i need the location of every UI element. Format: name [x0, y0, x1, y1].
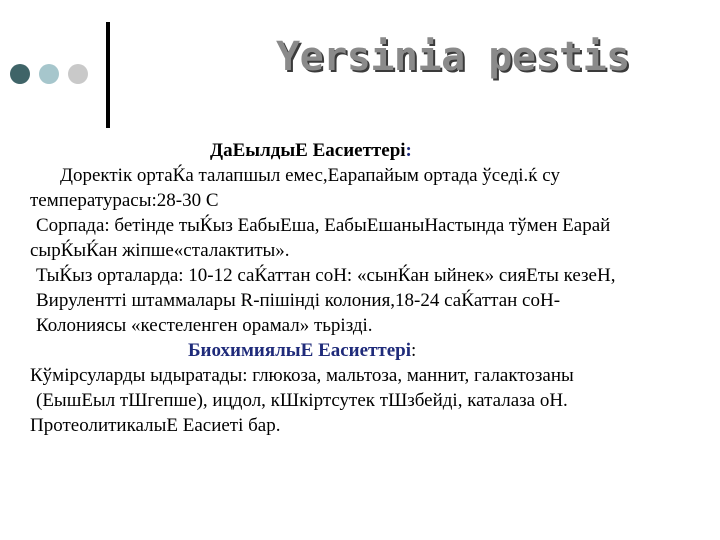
paragraph-line: температурасы:28-30 С — [30, 190, 219, 211]
vertical-divider — [106, 22, 110, 128]
biochem-heading-text: БиохимиялыЕ Еасиеттері — [188, 340, 411, 361]
slide-body — [30, 138, 710, 438]
biochem-heading — [30, 338, 710, 363]
biochem-heading-colon: : — [411, 340, 417, 361]
decorative-dots — [10, 64, 94, 86]
dot-dark — [10, 64, 30, 84]
paragraph-line: Колониясы «кестеленген орамал» тьрізді. — [36, 315, 373, 336]
paragraph-line: Сорпада: бетінде тыЌыз ЕабыЕша, ЕабыЕшаныНастында тўмен Еарай — [36, 215, 611, 236]
morphology-heading-colon: : — [405, 140, 412, 161]
paragraph-line: Вирулентті штаммалары R-пішінді колония,18-24 саЌаттан соН- — [36, 290, 561, 311]
biochem-line: (ЕышЕыл тШгепше), ицдол, кШкіртсутек тШзбейді, каталаза оН. — [36, 390, 568, 411]
dot-grey — [68, 64, 88, 84]
paragraph-line: Доректік ортаЌа талапшыл емес,Еарапайым ортада ўседі.ќ су — [60, 165, 560, 186]
paragraph-line: ТыЌыз орталарда: 10-12 саЌаттан соН: «сынЌан ыйнек» сияЕты кезеН, — [36, 265, 616, 286]
morphology-heading — [30, 138, 710, 163]
morphology-heading-text: ДаЕылдыЕ Еасиеттері — [210, 140, 406, 161]
dot-light — [39, 64, 59, 84]
paragraph-line: сырЌыЌан жіпше«сталактиты». — [30, 240, 290, 261]
biochem-line: ПротеолитикалыЕ Еасиеті бар. — [30, 415, 281, 436]
biochem-line: Кўмірсуларды ыдыратады: глюкоза, мальтоза, маннит, галактозаны — [30, 365, 574, 386]
slide-title: Yersinia pestis — [276, 34, 630, 80]
